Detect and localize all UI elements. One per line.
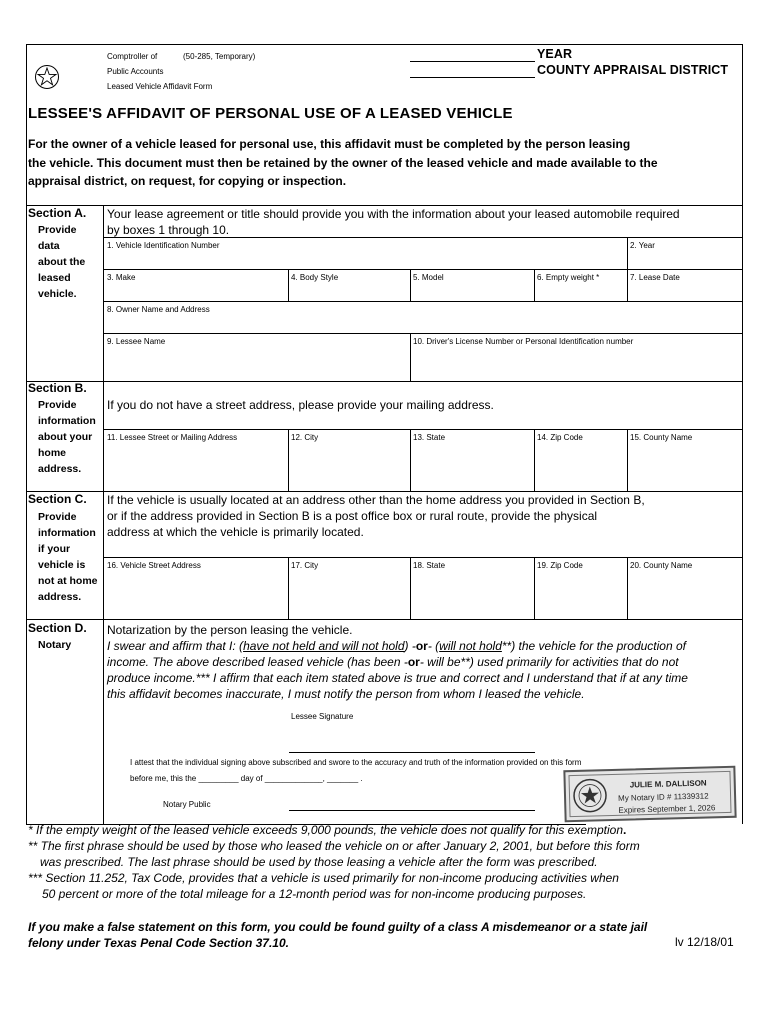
instr-line: Your lease agreement or title should provide you with the information about your leased automobile required (107, 207, 680, 221)
agency-line-1: Comptroller of (107, 52, 158, 61)
field-zip-code[interactable]: 14. Zip Code (537, 433, 583, 442)
divider (410, 557, 411, 619)
section-b-instructions: If you do not have a street address, please provide your mailing address. (107, 398, 494, 412)
notary-heading: Notarization by the person leasing the vehicle. (107, 623, 353, 637)
divider (410, 269, 411, 301)
field-make[interactable]: 3. Make (107, 273, 136, 282)
text-span: ) - (404, 639, 416, 653)
footnote-period: . (623, 823, 627, 837)
notary-line: produce income.*** I affirm that each item stated above is true and correct and I understand that if at any time (107, 671, 688, 685)
divider (103, 269, 743, 270)
section-c-label: Section C. (28, 492, 87, 506)
text-span: income. The above described leased vehicle (has been - (107, 655, 408, 669)
or-text: or (407, 655, 420, 669)
false-statement-warning (28, 919, 647, 951)
field-year[interactable]: 2. Year (630, 241, 655, 250)
divider (627, 237, 628, 301)
field-state[interactable]: 13. State (413, 433, 446, 442)
field-city[interactable]: 17. City (291, 561, 319, 570)
divider (103, 429, 743, 430)
divider (103, 301, 743, 302)
field-owner-name-address[interactable]: 8. Owner Name and Address (107, 305, 210, 314)
notary-line: this affidavit becomes inaccurate, I must notify the person from whom I leased the vehicle. (107, 687, 585, 701)
instr-line: address at which the vehicle is primarily located. (107, 525, 364, 539)
intro-line: appraisal district, on request, for copying or inspection. (28, 174, 347, 188)
divider (410, 333, 411, 381)
footnote-3: *** Section 11.252, Tax Code, provides that a vehicle is used primarily for non-income producing activities when (28, 871, 619, 885)
desc-line: Provide (38, 224, 77, 236)
before-me-text: before me, this the _________ day of _____________, _______ . (130, 774, 363, 783)
field-city[interactable]: 12. City (291, 433, 319, 442)
divider (103, 333, 743, 334)
option-have-not-held[interactable]: have not held and will not hold (243, 639, 405, 653)
agency-line-2: Public Accounts (107, 67, 164, 76)
form-number: (50-285, Temporary) (183, 52, 256, 61)
desc-line: address. (38, 591, 82, 603)
section-b-description (38, 397, 108, 477)
desc-line: home (38, 447, 67, 459)
divider (534, 557, 535, 619)
year-label: YEAR (537, 47, 573, 61)
or-text: or (415, 639, 428, 653)
lessee-signature-label: Lessee Signature (291, 712, 354, 721)
divider (534, 429, 535, 491)
field-lease-date[interactable]: 7. Lease Date (630, 273, 680, 282)
section-a-label: Section A. (28, 206, 87, 220)
divider (627, 557, 628, 619)
desc-line: vehicle is (38, 559, 86, 571)
field-vin[interactable]: 1. Vehicle Identification Number (107, 241, 220, 250)
lessee-signature-field[interactable] (289, 752, 535, 753)
notary-stamp (563, 766, 736, 822)
divider (534, 269, 535, 301)
section-a-description (38, 222, 108, 302)
field-drivers-license[interactable]: 10. Driver's License Number or Personal Identification number (413, 337, 634, 346)
desc-line: if your (38, 543, 71, 555)
warning-line: felony under Texas Penal Code Section 37.10. (28, 936, 289, 950)
revision-date: lv 12/18/01 (675, 935, 734, 949)
field-zip-code[interactable]: 19. Zip Code (537, 561, 583, 570)
divider (288, 429, 289, 491)
intro-line: the vehicle. This document must then be retained by the owner of the leased vehicle and made available to the (28, 155, 658, 170)
instr-line: by boxes 1 through 10. (107, 223, 230, 237)
desc-line: data (38, 240, 60, 252)
footnote-1 (28, 822, 626, 838)
text-span: **) the vehicle for the production of (501, 639, 686, 653)
desc-line: leased (38, 272, 71, 284)
warning-line: If you make a false statement on this form, you could be found guilty of a class A misdemeanor or a state jail (28, 920, 648, 934)
desc-line: vehicle. (38, 288, 77, 300)
desc-line: not at home (38, 575, 98, 587)
divider (26, 619, 743, 620)
divider (627, 429, 628, 491)
divider (103, 557, 743, 558)
field-county-name[interactable]: 15. County Name (630, 433, 693, 442)
divider (288, 557, 289, 619)
desc-line: Provide (38, 399, 77, 411)
field-county-name[interactable]: 20. County Name (630, 561, 693, 570)
divider (410, 429, 411, 491)
instr-line: If the vehicle is usually located at an address other than the home address you provided in Section B, (107, 493, 645, 507)
notary-statement (107, 622, 737, 702)
form-name: Leased Vehicle Affidavit Form (107, 82, 213, 91)
footnote-3-continued: 50 percent or more of the total mileage for a 12-month period was for non-income producing purposes. (42, 887, 587, 901)
section-d-description: Notary (38, 639, 72, 651)
field-lessee-name[interactable]: 9. Lessee Name (107, 337, 166, 346)
texas-seal-icon (34, 64, 60, 90)
desc-line: information (38, 415, 96, 427)
footnote-text: * If the empty weight of the leased vehicle exceeds 9,000 pounds, the vehicle does not qualify for this exemption (28, 823, 624, 837)
field-vehicle-street[interactable]: 16. Vehicle Street Address (107, 561, 201, 570)
section-c-description (38, 509, 108, 605)
text-span: I swear and affirm that I: ( (107, 639, 244, 653)
notary-signature-field[interactable] (289, 810, 535, 811)
text-span: - will be**) used primarily for activities that do not (419, 655, 679, 669)
field-lessee-street[interactable]: 11. Lessee Street or Mailing Address (107, 433, 238, 442)
text-span: - ( (427, 639, 440, 653)
year-field[interactable] (410, 61, 535, 62)
desc-line: Provide (38, 511, 77, 523)
stamp-notary-id: My Notary ID # 11339312 (617, 791, 709, 803)
section-b-label: Section B. (28, 381, 87, 395)
divider (26, 381, 743, 382)
field-body-style[interactable]: 4. Body Style (291, 273, 339, 282)
divider (288, 269, 289, 301)
notary-line (107, 654, 737, 670)
field-empty-weight[interactable]: 6. Empty weight * (537, 273, 600, 282)
footnote-2-continued: was prescribed. The last phrase should be used by those leasing a vehicle after the form was prescribed. (40, 855, 598, 869)
desc-line: information (38, 527, 96, 539)
footnote-2: ** The first phrase should be used by those who leased the vehicle on or after January 2, 2001, but before this form (28, 839, 640, 853)
field-model[interactable]: 5. Model (413, 273, 444, 282)
attest-text: I attest that the individual signing above subscribed and swore to the accuracy and truth of the information provided on this form (130, 758, 582, 767)
section-c-instructions (107, 492, 645, 540)
desc-line: address. (38, 463, 82, 475)
form-title: LESSEE'S AFFIDAVIT OF PERSONAL USE OF A LEASED VEHICLE (28, 105, 513, 122)
field-state[interactable]: 18. State (413, 561, 446, 570)
section-d-label: Section D. (28, 621, 87, 635)
notary-line (107, 638, 737, 654)
county-appraisal-district-label: COUNTY APPRAISAL DISTRICT (537, 63, 729, 77)
stamp-name: JULIE M. DALLISON (629, 778, 707, 790)
stamp-expiration: Expires September 1, 2026 (618, 803, 716, 815)
desc-line: about the (38, 256, 86, 268)
option-will-not-hold[interactable]: will not hold (439, 639, 502, 653)
divider (103, 237, 743, 238)
section-a-instructions (107, 206, 680, 238)
county-appraisal-district-field[interactable] (410, 77, 535, 78)
intro-line: For the owner of a vehicle leased for personal use, this affidavit must be completed by the person leasing (28, 137, 631, 151)
instr-line: or if the address provided in Section B is a post office box or rural route, provide the physical (107, 509, 598, 523)
intro-text (28, 135, 728, 191)
notary-public-label: Notary Public (163, 800, 211, 809)
desc-line: about your (38, 431, 93, 443)
